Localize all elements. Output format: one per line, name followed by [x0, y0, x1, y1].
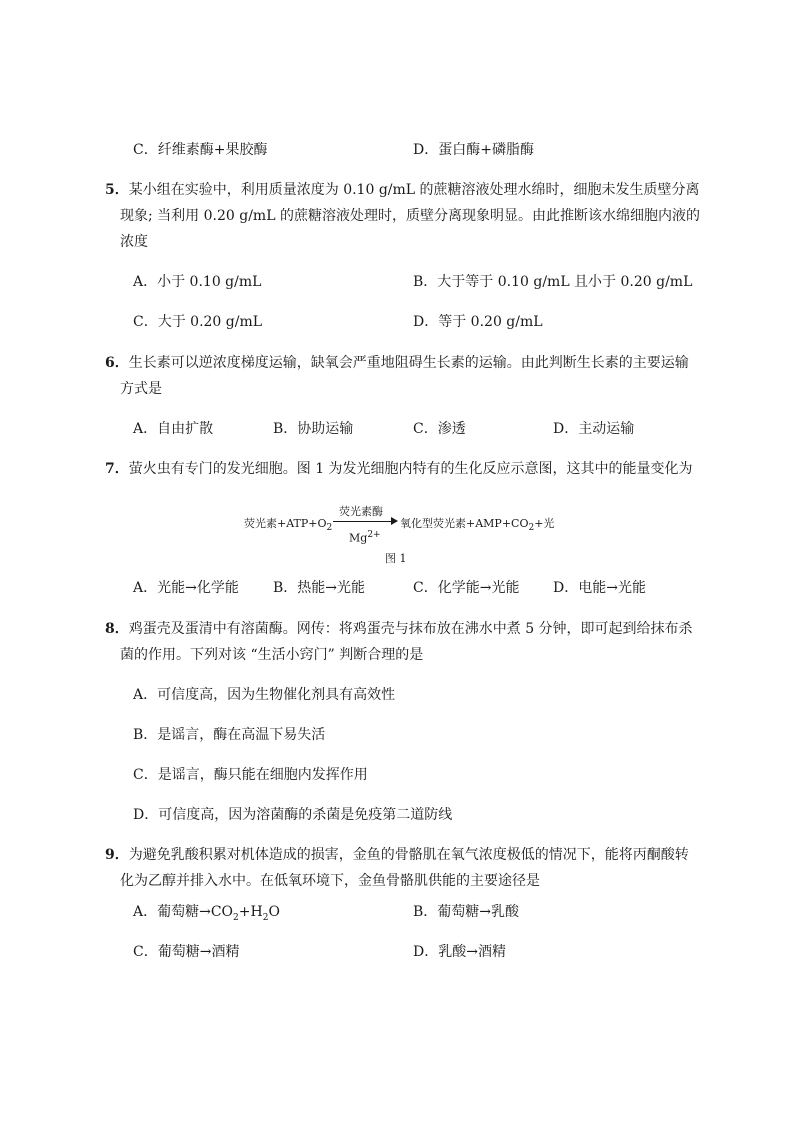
- q6-option-c: C．渗透: [413, 421, 466, 437]
- q4-option-d: D．蛋白酶+磷脂酶: [413, 142, 534, 158]
- equation-reactants: 荧光素$+ATP+O_2$: [244, 517, 333, 534]
- q4-option-c: C．纤维素酶+果胶酶: [133, 142, 268, 158]
- q8-option-b: B．是谣言，酶在高温下易失活: [133, 727, 326, 743]
- q5-question: [105, 180, 700, 200]
- q5-option-a: A．小于 0.10 g/mL: [133, 274, 262, 290]
- q9-number: 9．: [105, 847, 129, 863]
- q8-option-d: D．可信度高，因为溶菌酶的杀菌是免疫第二道防线: [133, 807, 453, 823]
- q6-line-2: 方式是: [120, 381, 162, 397]
- q5-option-b: B．大于等于 0.10 g/mL 且小于 0.20 g/mL: [413, 274, 693, 290]
- q9-line-1: 为避免乳酸积累对机体造成的损害，金鱼的骨骼肌在氧气浓度极低的情况下，能将丙酮酸转: [128, 847, 689, 863]
- q7-option-d: D．电能→光能: [553, 580, 646, 596]
- q6-option-d: D．主动运输: [553, 421, 635, 437]
- q8-line-1: 鸡蛋壳及蛋清中有溶菌酶。网传：将鸡蛋壳与抹布放在沸水中煮 5 分钟，即可起到给抹布杀: [128, 621, 693, 637]
- q9-option-d: D．乳酸→酒精: [413, 944, 506, 960]
- equation-products: 氧化型荧光素$+AMP+CO_2+$光: [400, 517, 555, 534]
- reaction-arrow-head-icon: [391, 517, 398, 525]
- q9-option-a: A．葡萄糖$\to CO_2+H_2O$: [133, 904, 280, 923]
- q9-line-2: 化为乙醇并排入水中。在低氧环境下，金鱼骨骼肌供能的主要途径是: [120, 873, 540, 889]
- q5-option-c: C．大于 0.20 g/mL: [133, 314, 263, 330]
- equation-cofactor: $Mg^{2+}$: [349, 530, 381, 545]
- q9-question: [105, 845, 689, 865]
- q7-number: 7．: [105, 461, 129, 477]
- equation-enzyme-label: 荧光素酶: [339, 505, 383, 518]
- q9-option-c: C．葡萄糖→酒精: [133, 944, 240, 960]
- q5-line-1: 某小组在实验中，利用质量浓度为 0.10 g/mL 的蔗糖溶液处理水绵时，细胞未发生质壁分离: [128, 182, 700, 198]
- q5-option-d: D．等于 0.20 g/mL: [413, 314, 543, 330]
- q6-question: [105, 353, 689, 373]
- q7-line-1: 萤火虫有专门的发光细胞。图 1 为发光细胞内特有的生化反应示意图，这其中的能量变化为: [128, 461, 693, 477]
- q8-line-2: 菌的作用。下列对该 “生活小窍门” 判断合理的是: [120, 647, 424, 663]
- q7-option-b: B．热能→光能: [273, 580, 366, 596]
- figure-caption: 图 1: [385, 552, 407, 565]
- q8-question: [105, 619, 693, 639]
- q8-number: 8．: [105, 621, 129, 637]
- q6-line-1: 生长素可以逆浓度梯度运输，缺氧会严重地阻碍生长素的运输。由此判断生长素的主要运输: [128, 355, 689, 371]
- q8-option-c: C．是谣言，酶只能在细胞内发挥作用: [133, 767, 368, 783]
- q5-number: 5．: [105, 182, 129, 198]
- reaction-arrow-line: [333, 521, 391, 522]
- q6-option-b: B．协助运输: [273, 421, 354, 437]
- q5-line-2: 现象; 当利用 0.20 g/mL 的蔗糖溶液处理时，质壁分离现象明显。由此推断该水绵细胞内液的: [120, 208, 700, 224]
- q9-option-b: B．葡萄糖→乳酸: [413, 904, 520, 920]
- q6-option-a: A．自由扩散: [133, 421, 214, 437]
- q7-option-a: A．光能→化学能: [133, 580, 239, 596]
- q5-line-3: 浓度: [120, 234, 148, 250]
- q7-option-c: C．化学能→光能: [413, 580, 520, 596]
- q6-number: 6．: [105, 355, 129, 371]
- q7-question: [105, 459, 693, 479]
- q8-option-a: A．可信度高，因为生物催化剂具有高效性: [133, 687, 396, 703]
